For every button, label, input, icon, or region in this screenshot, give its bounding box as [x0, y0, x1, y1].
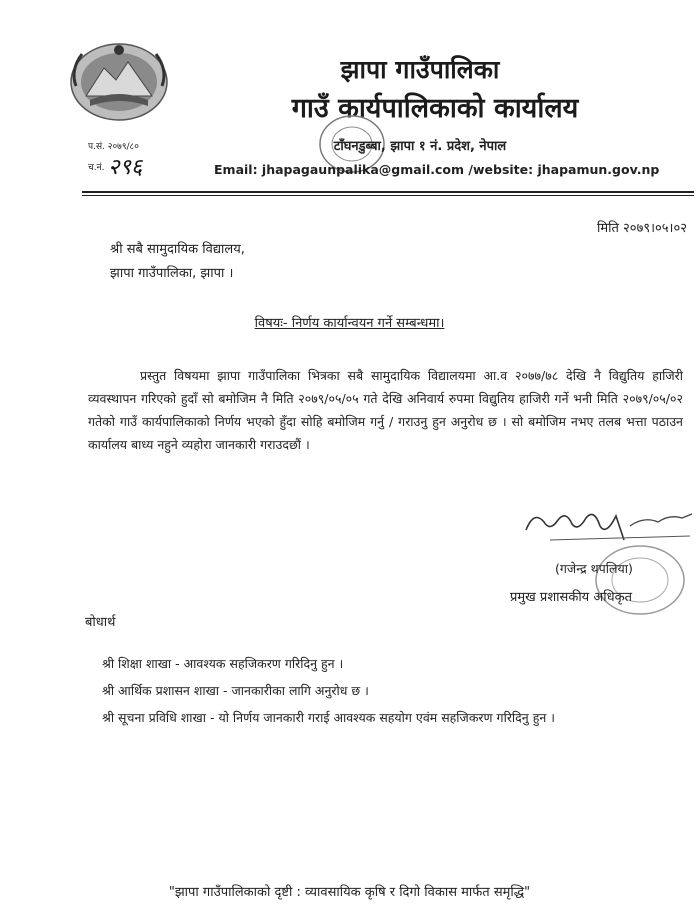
reference-number: प.सं. २०७९/८० — [88, 142, 139, 152]
nepal-emblem-icon — [66, 40, 172, 124]
letter-date: मिति २०७९।०५।०२ — [597, 221, 687, 236]
contact-info: Email: jhapagaunpalika@gmail.com /website: jhapamun.gov.np — [214, 162, 660, 177]
office-address: टाँघनडुब्बा, झापा १ नं. प्रदेश, नेपाल — [333, 139, 507, 154]
header-divider — [82, 191, 694, 193]
cc-list — [102, 650, 555, 731]
dispatch-number-label: च.नं. — [88, 163, 105, 173]
recipient-line-1: श्री सबै सामुदायिक विद्यालय, — [110, 242, 245, 257]
cc-item: श्री सूचना प्रविधि शाखा - यो निर्णय जानकारी गराई आवश्यक सहयोग एवंम सहजिकरण गरिदिनु हुन । — [102, 710, 556, 725]
footer-motto: "झापा गाउँपालिकाको दृष्टी : व्यावसायिक कृषि र दिगो विकास मार्फत समृद्धि" — [168, 885, 531, 900]
body-paragraph: प्रस्तुत विषयमा झापा गाउँपालिका भित्रका सबै सामुदायिक विद्यालयमा आ.व २०७७/७८ देखि नै विद्युतिय हाजिरी व्यवस्थापन गरिएको हुदाँ सो बमोजिम नै मिति २०७९/०५/०५ गते देखि अनिवार्य रुपमा विद्युतिय हाजिरी गर्ने भनी मिति २०७९/०५/०२ गतेको गाउँ कार्यपालिकाको निर्णय भएको हुँदा सोहि बमोजिम गर्नु / गराउनु हुन अनुरोध छ । सो बमोजिम नभए तलब भत्ता पठाउन कार्यालय बाध्य नहुने व्यहोरा जानकारी गराउदछौं । — [88, 368, 683, 452]
office-subtitle: गाउँ कार्यपालिकाको कार्यालय — [291, 93, 579, 124]
signatory-name: (गजेन्द्र थपलिया) — [555, 561, 633, 576]
recipient-address — [110, 238, 245, 286]
signatory-title: प्रमुख प्रशासकीय अधिकृत — [510, 590, 633, 605]
office-stamp-icon — [590, 540, 690, 620]
letter-body — [88, 364, 683, 456]
cc-heading: बोधार्थ — [85, 615, 116, 630]
subject-text: विषयः- निर्णय कार्यान्वयन गर्ने सम्बन्धमा। — [254, 316, 445, 331]
header-divider-thin — [82, 195, 694, 196]
office-name: झापा गाउँपालिका — [340, 55, 500, 84]
letter-subject — [0, 313, 699, 331]
handwritten-signature-icon — [520, 496, 699, 546]
recipient-line-2: झापा गाउँपालिका, झापा । — [110, 266, 234, 281]
cc-item: श्री आर्थिक प्रशासन शाखा - जानकारीका लागि अनुरोध छ । — [102, 683, 369, 698]
dispatch-number-value: २९६ — [108, 155, 143, 180]
cc-item: श्री शिक्षा शाखा - आवश्यक सहजिकरण गरिदिनु हुन । — [102, 656, 344, 671]
